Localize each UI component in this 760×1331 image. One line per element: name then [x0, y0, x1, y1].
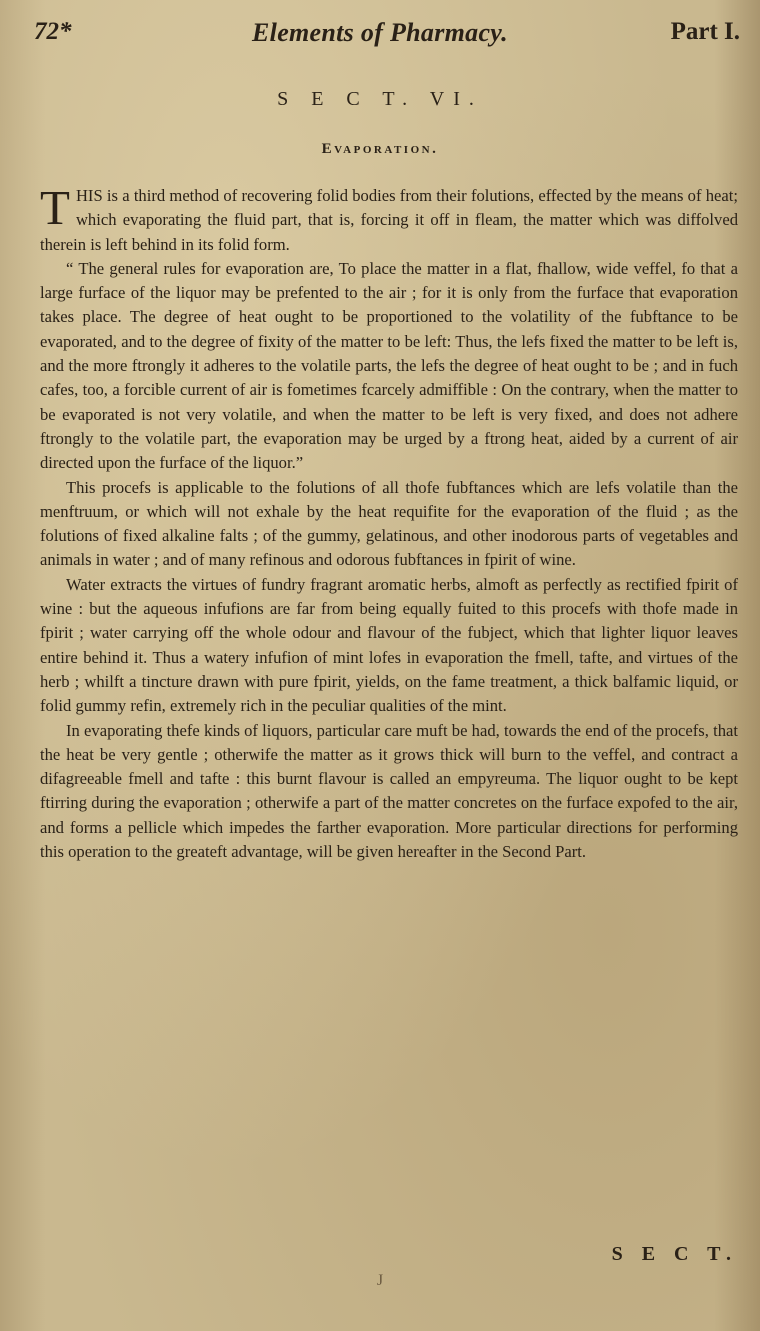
- page-number: 72*: [34, 18, 72, 45]
- part-label: Part I.: [670, 18, 740, 45]
- paragraph-5: In evaporating thefe kinds of liquors, particular care muft be had, towards the end of the procefs, that the heat be very gentle ; otherwife the matter as it grows thick will burn to the veffel, and contract a difagreeable fmell and tafte : this burnt flavour is called an empyreuma. The liquor ought to be kept ftirring during the evaporation ; otherwife a part of the matter concretes on the furface expofed to the air, and forms a pellicle which impedes the farther evaporation. More particular directions for performing this operation to the greateft advantage, will be given hereafter in the Second Part.: [40, 720, 738, 862]
- paragraph-1-text: HIS is a third method of recovering folid bodies from their folutions, effected by the means of heat; which evaporating the fluid part, that is, forcing it off in fleam, the matter which was diffolved therein is left behind in its folid form.: [40, 186, 738, 254]
- paragraph-2: “ The general rules for evaporation are, To place the matter in a flat, fhallow, wide veffel, fo that a large furface of the liquor may be prefented to the air ; for it is only from the furface that evaporation takes place. The degree of heat ought to be proportioned to the volatility of the fubftance to be evaporated, and to the degree of fixity of the matter to be left: Thus, the lefs fixed the matter to be left is, and the more ftrongly it adheres to the volatile parts, the lefs the degree of heat ought to be ; and in fuch cafes, too, a forcible current of air is fometimes fcarcely admiffible : On the contrary, when the matter to be evaporated is not very volatile, and when the matter to be left is very fixed, and does not adhere ftrongly to the volatile part, the evaporation may be urged by a ftrong heat, aided by a current of air directed upon the furface of the liquor.”: [40, 258, 738, 473]
- drop-cap: T: [40, 180, 70, 235]
- section-subheading: Evaporation.: [321, 141, 439, 157]
- running-title: Elements of Pharmacy.: [252, 18, 508, 47]
- section-heading: S E C T. VI.: [277, 88, 483, 110]
- paragraph-3: This procefs is applicable to the folutions of all thofe fubftances which are lefs volatile than the menftruum, or which will not exhale by the heat requifite for the evaporation of the fluid ; as the folutions of fixed alkaline falts ; of the gummy, gelatinous, and other inodorous parts of vegetables and animals in water ; and of many refinous and odorous fubftances in fpirit of wine.: [40, 477, 738, 570]
- catchword: S E C T.: [611, 1243, 738, 1265]
- signature-mark: J: [376, 1272, 384, 1289]
- body-text: [40, 180, 738, 864]
- paragraph-1: [40, 180, 738, 257]
- running-head: [0, 10, 760, 50]
- paragraph-4: Water extracts the virtues of fundry fragrant aromatic herbs, almoft as perfectly as rectified fpirit of wine : but the aqueous infufions are far from being equally fuited to this procefs with thofe made in fpirit ; water carrying off the whole odour and flavour of the fubject, which that lighter liquor leaves entire behind it. Thus a watery infufion of mint lofes in evaporation the fmell, tafte, and virtues of the herb ; whilft a tincture drawn with pure fpirit, yields, on the fame treatment, a thick balfamic liquid, or folid gummy refin, extremely rich in the peculiar qualities of the mint.: [40, 574, 738, 716]
